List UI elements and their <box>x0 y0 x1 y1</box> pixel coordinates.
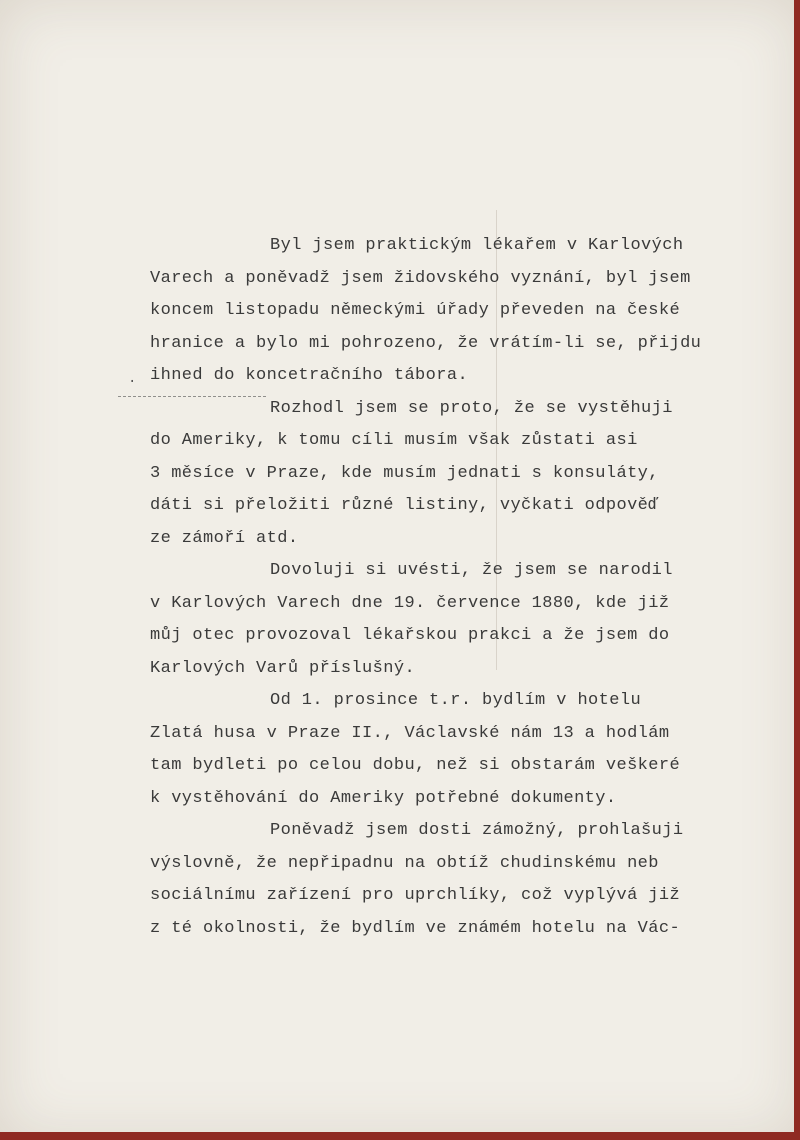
text-line: ze zámoří atd. <box>150 528 299 548</box>
text-line: ihned do koncetračního tábora. <box>150 366 469 385</box>
text-line: do Ameriky, k tomu cíli musím však zůstati asi <box>150 431 638 450</box>
text-line: sociálnímu zařízení pro uprchlíky, což vyplývá již <box>150 886 681 905</box>
text-line: Rozhodl jsem se proto, že se vystěhuji <box>270 398 673 418</box>
text-line: Od 1. prosince t.r. bydlím v hotelu <box>270 691 642 710</box>
text-line: Dovoluji si uvésti, že jsem se narodil <box>270 561 673 580</box>
text-line: Varech a poněvadž jsem židovského vyznání, byl jsem <box>150 268 691 288</box>
text-line: v Karlových Varech dne 19. července 1880, kde již <box>150 593 670 613</box>
typewritten-letter-body <box>150 230 740 945</box>
text-line: dáti si přeložiti různé listiny, vyčkati odpověď <box>150 496 659 515</box>
text-line: k vystěhování do Ameriky potřebné dokumenty. <box>150 788 617 808</box>
text-line: Karlových Varů příslušný. <box>150 658 416 678</box>
page-edge-bottom <box>0 1132 800 1140</box>
text-line: můj otec provozoval lékařskou prakci a že jsem do <box>150 626 670 645</box>
page-edge-right <box>794 0 800 1140</box>
text-line: z té okolnosti, že bydlím ve známém hotelu na Vác- <box>150 918 681 938</box>
text-line: Poněvadž jsem dosti zámožný, prohlašuji <box>270 821 684 840</box>
margin-mark: · <box>128 374 137 390</box>
text-line: tam bydleti po celou dobu, než si obstarám veškeré <box>150 756 681 775</box>
text-line: hranice a bylo mi pohrozeno, že vrátím-li se, přijdu <box>150 333 702 353</box>
text-line: výslovně, že nepřipadnu na obtíž chudinskému neb <box>150 853 659 873</box>
text-line: 3 měsíce v Praze, kde musím jednati s konsuláty, <box>150 463 659 483</box>
text-line: koncem listopadu německými úřady převeden na české <box>150 301 681 320</box>
text-line: Zlatá husa v Praze II., Václavské nám 13 a hodlám <box>150 723 670 743</box>
text-line: Byl jsem praktickým lékařem v Karlových <box>270 236 684 255</box>
